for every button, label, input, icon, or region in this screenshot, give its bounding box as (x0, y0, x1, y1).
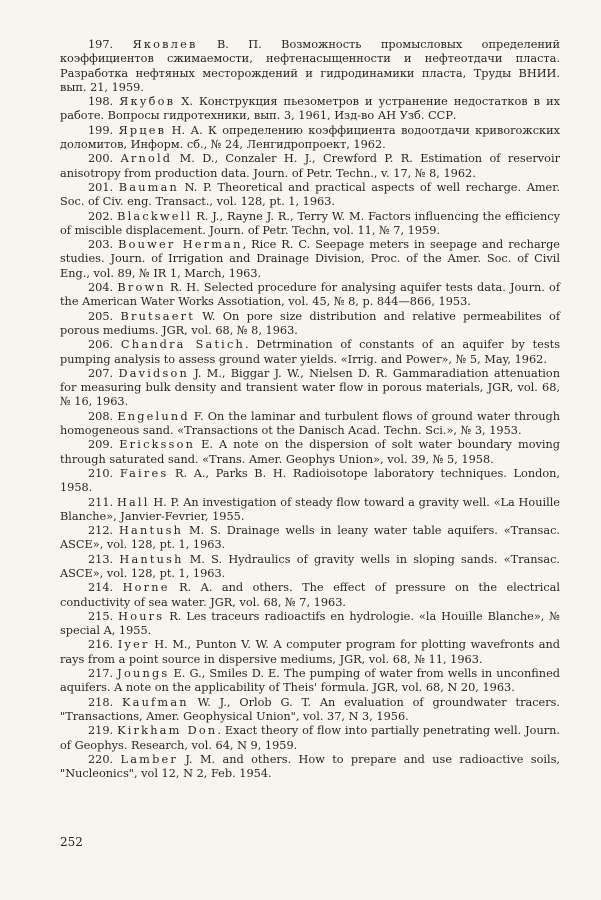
reference-entry (60, 667, 560, 696)
reference-text: , Rice R. C. Seepage meters in seepage and recharge studies. Journ. of Irrigation and Drainage Division, Proc. of the Amer. Soc. of Civil Eng., vol. 89, № IR 1, March, 1963. (60, 238, 560, 280)
reference-text: M. S. Drainage wells in leany water table aquifers. «Transac. ASCE», vol. 128, pt. 1, 1963. (60, 524, 560, 552)
reference-number: 212. (88, 524, 114, 538)
reference-entry (60, 38, 560, 95)
reference-entry (60, 610, 560, 639)
reference-text: R. A. and others. The effect of pressure on the electrical conductivity of sea water. JGR, vol. 68, № 7, 1963. (60, 581, 561, 609)
reference-number: 202. (88, 209, 114, 223)
reference-author: Iyer (117, 638, 150, 652)
reference-number: 200. (88, 152, 114, 166)
reference-text: H. P. An investigation of steady flow toward a gravity well. «La Houille Blanche», Janvier-Fevrier, 1955. (60, 495, 560, 523)
reference-text: J. M. and others. How to prepare and use radioactive soils, "Nucleonics", vol 12, N 2, Feb. 1954. (60, 752, 561, 781)
reference-entry (60, 496, 560, 525)
reference-number: 206. (88, 338, 114, 352)
reference-entry (60, 338, 560, 367)
reference-number: 214. (88, 581, 114, 595)
reference-number: 208. (88, 409, 114, 423)
reference-number: 204. (88, 281, 114, 295)
reference-author: Ярцев (118, 123, 167, 137)
reference-entry (60, 524, 560, 553)
reference-text: В. П. Возможность промысловых определений коэффициентов сжимаемости, нефтенасыщенности и нефтеотдачи пласта. Разработка нефтяных месторождений и гидродинамики пласта, Труды ВНИИ. вып. 21, 1959. (60, 38, 560, 94)
reference-entry (60, 281, 560, 310)
reference-text: H. M., Punton V. W. A computer program for plotting wavefronts and rays from a point source in dispersive mediums, JGR, vol. 68, № 11, 1963. (60, 638, 561, 666)
reference-text: N. P. Theoretical and practical aspects of well recharge. Amer. Soc. of Civ. eng. Transact., vol. 128, pt. 1, 1963. (60, 180, 560, 209)
reference-number: 211. (88, 495, 114, 509)
reference-number: 213. (88, 552, 114, 566)
reference-entry (60, 95, 560, 124)
reference-number: 199. (88, 123, 114, 137)
reference-entry (60, 467, 560, 496)
reference-author: Lamber (120, 752, 178, 766)
reference-text: F. On the laminar and turbulent flows of ground water through homogeneous sand. «Transactions ot the Danisch Acad. Techn. Sci.», № 3, 1953. (60, 409, 561, 438)
reference-number: 219. (88, 724, 114, 738)
reference-entry (60, 210, 560, 239)
reference-author: Ericksson (119, 438, 196, 452)
page-number: 252 (60, 835, 83, 849)
reference-author: Bouwer Herman (118, 238, 243, 252)
reference-text: J. M., Biggar J. W., Nielsen D. R. Gammaradiation attenuation for measuring bulk density and transient water flow in porous materials, JGR, vol. 68, № 16, 1963. (60, 366, 560, 409)
reference-author: Blackwell (117, 209, 193, 223)
reference-author: Якубов (119, 95, 176, 109)
reference-text: R. Les traceurs radioactifs en hydrologie. «la Houille Blanche», № special A, 1955. (60, 609, 560, 638)
reference-entry (60, 124, 560, 153)
reference-text: R. A., Parks B. H. Radioisotope laboratory techniques. London, 1958. (60, 466, 560, 495)
reference-author: Davidson (118, 366, 189, 380)
reference-text: . Exact theory of flow into partially penetrating well. Journ. of Geophys. Research, vol. 64, N 9, 1959. (60, 724, 560, 752)
reference-text: M. S. Hydraulics of gravity wells in sloping sands. «Transac. ASCE», vol. 128, pt. 1, 1963. (60, 552, 560, 580)
reference-text: E. A note on the dispersion of solt water boundary moving through saturated sand. «Trans. Amer. Geophys Union», vol. 39, № 5, 1958. (60, 438, 561, 466)
reference-author: Chandra Satich (120, 338, 245, 352)
reference-number: 218. (88, 695, 114, 709)
reference-number: 201. (88, 180, 114, 194)
reference-text: R. J., Rayne J. R., Terry W. M. Factors influencing the efficiency of miscible displacement. Journ. of Petr. Techn, vol. 11, № 7, 1959. (60, 209, 561, 237)
reference-author: Hantush (119, 552, 184, 566)
reference-text: Н. А. К определению коэффициента водоотдачи кривоrожских доломитов, Информ. сб., № 24, Ленгидропроект, 1962. (60, 123, 560, 152)
reference-text: M. D., Conzaler H. J., Crewford P. R. Estimation of reservoir anisotropy from production data. Journ. of Petr. Techn., v. 17, № 8, 1962. (60, 152, 560, 180)
reference-number: 215. (88, 609, 114, 623)
reference-author: Hours (118, 609, 165, 623)
reference-text: E. G., Smiles D. E. The pumping of water from wells in unconfined aquifers. A note on the applicability of Theis' formula. JGR, vol. 68, N 20, 1963. (60, 667, 560, 695)
reference-number: 197. (88, 38, 114, 51)
reference-entry (60, 181, 560, 210)
reference-author: Brown (117, 281, 166, 295)
reference-entry (60, 581, 560, 610)
reference-entry (60, 238, 560, 281)
reference-author: Arnold (120, 152, 173, 166)
reference-entry (60, 152, 560, 181)
reference-entry (60, 638, 560, 667)
reference-list (60, 38, 560, 781)
reference-entry (60, 696, 560, 725)
reference-number: 216. (88, 638, 114, 652)
reference-author: Kirkham Don (117, 724, 218, 738)
reference-number: 203. (88, 238, 114, 252)
reference-author: Brutsaert (120, 309, 195, 323)
reference-author: Яковлев (132, 38, 198, 51)
reference-number: 207. (88, 366, 114, 380)
reference-number: 209. (88, 438, 114, 452)
reference-entry (60, 553, 560, 582)
reference-text: W. On pore size distribution and relative permeabilites of porous mediums. JGR, vol. 68, № 8, 1963. (60, 309, 560, 337)
reference-entry (60, 724, 560, 753)
reference-author: Bauman (118, 180, 180, 194)
reference-number: 210. (88, 466, 114, 480)
reference-entry (60, 438, 560, 467)
reference-author: Kaufman (122, 695, 189, 709)
reference-author: Joungs (117, 667, 170, 681)
reference-text: Х. Конструкция пьезометров и устранение недостатков в их работе. Вопросы гидротехники, вып. 3, 1961, Изд-во АН Узб. ССР. (60, 95, 560, 123)
reference-author: Horne (122, 581, 170, 595)
reference-number: 205. (88, 309, 114, 323)
reference-author: Faires (119, 466, 169, 480)
reference-number: 198. (88, 95, 114, 109)
reference-entry (60, 367, 560, 410)
reference-author: Hall (116, 495, 150, 509)
reference-text: W. J., Orlob G. T. An evaluation of groundwater tracers. "Transactions, Amer. Geophysical Union", vol. 37, N 3, 1956. (60, 695, 561, 723)
reference-entry (60, 310, 560, 339)
reference-text: R. H. Selected procedure for analysing aquifer tests data. Journ. of the American Water Works Assotiation, vol. 45, № 8, p. 844—866, 1953. (60, 281, 561, 309)
reference-author: Hantush (119, 524, 184, 538)
reference-author: Engelund (117, 409, 190, 423)
reference-text: . Detrmination of constants of an aquifer by tests pumping analysis to assess ground water yields. «Irrig. and Power», № 5, May, 1962. (60, 338, 561, 366)
reference-number: 217. (88, 667, 114, 681)
reference-entry (60, 753, 560, 782)
reference-number: 220. (88, 752, 114, 766)
reference-entry (60, 410, 560, 439)
